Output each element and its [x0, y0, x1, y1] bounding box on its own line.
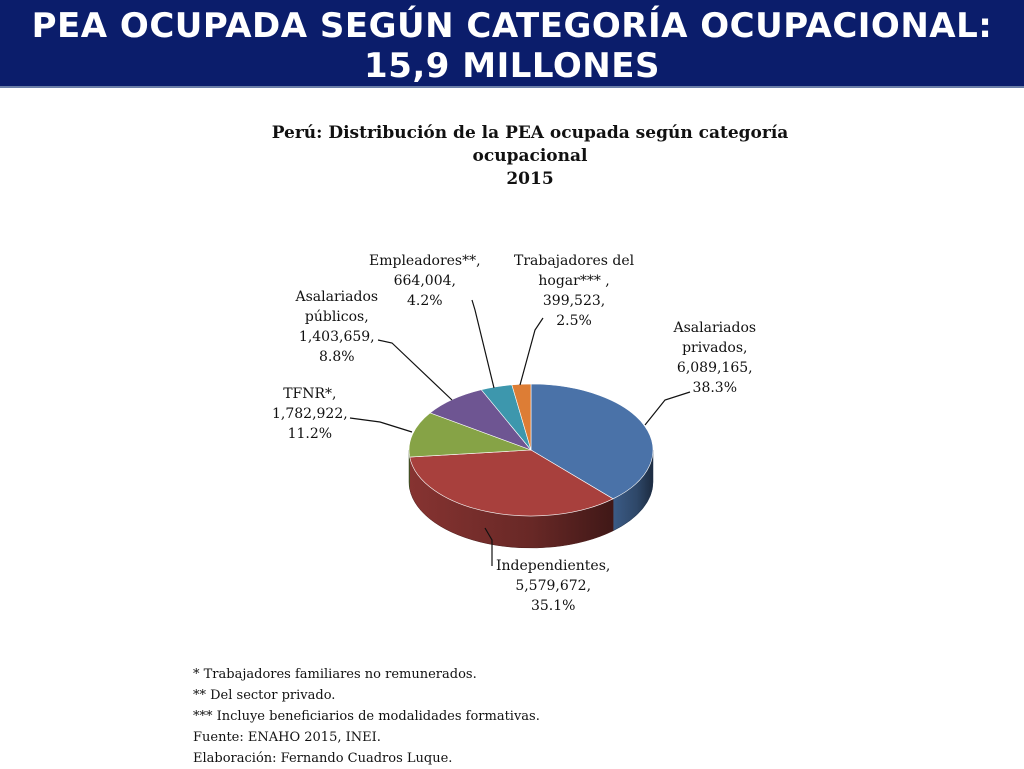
slice-label-hogar-line-3: 399,523,: [542, 293, 606, 309]
slice-label-tfnr: [272, 384, 348, 444]
slice-label-tfnr-line-3: 11.2%: [287, 426, 333, 442]
slice-label-publicos: [296, 287, 379, 367]
slice-label-hogar-line-1: Trabajadores del: [514, 253, 635, 269]
slice-label-privados-line-3: 6,089,165,: [676, 360, 753, 376]
footnote-empleadores: ** Del sector privado.: [193, 688, 336, 703]
footnote-hogar: *** Incluye beneficiarios de modalidades formativas.: [193, 709, 540, 724]
leader-line-publicos: [378, 340, 452, 400]
leader-line-tfnr: [350, 418, 412, 432]
slice-label-tfnr-line-2: 1,782,922,: [272, 406, 348, 422]
slice-label-empleadores-line-3: 4.2%: [407, 293, 443, 309]
slice-label-independientes-line-1: Independientes,: [496, 558, 611, 574]
slice-label-publicos-line-4: 8.8%: [318, 349, 355, 365]
slice-label-hogar: [514, 251, 634, 331]
slice-label-hogar-line-2: hogar*** ,: [538, 273, 610, 289]
page-title-line-1: PEA OCUPADA SEGÚN CATEGORÍA OCUPACIONAL:: [31, 6, 993, 46]
author-note: Elaboración: Fernando Cuadros Luque.: [193, 751, 453, 766]
page-title-line-2: 15,9 MILLONES: [364, 46, 660, 86]
slice-label-publicos-line-1: Asalariados: [295, 289, 379, 305]
slice-label-tfnr-line-1: TFNR*,: [283, 386, 337, 402]
slice-label-empleadores-line-2: 664,004,: [393, 273, 456, 289]
slice-label-empleadores: [369, 251, 481, 311]
leader-line-empleadores: [472, 300, 494, 388]
slice-label-privados-line-1: Asalariados: [673, 320, 757, 336]
slice-label-privados-line-4: 38.3%: [692, 380, 738, 396]
slice-label-publicos-line-3: 1,403,659,: [298, 329, 375, 345]
slice-label-independientes: [496, 556, 610, 616]
chart-title-line-3: 2015: [506, 169, 554, 189]
slice-label-privados: [674, 318, 757, 398]
slice-label-privados-line-2: privados,: [682, 340, 748, 356]
chart-title-line-2: ocupacional: [472, 146, 588, 166]
chart-title-line-1: Perú: Distribución de la PEA ocupada según categoría: [271, 123, 789, 143]
footnote-tfnr: * Trabajadores familiares no remunerados.: [193, 667, 477, 682]
slice-label-independientes-line-3: 35.1%: [530, 598, 576, 614]
source-note: Fuente: ENAHO 2015, INEI.: [193, 730, 381, 745]
slice-label-hogar-line-4: 2.5%: [556, 313, 592, 329]
slice-label-independientes-line-2: 5,579,672,: [515, 578, 592, 594]
slice-label-publicos-line-2: públicos,: [304, 309, 369, 325]
footnotes: [193, 664, 540, 769]
slice-label-empleadores-line-1: Empleadores**,: [369, 253, 481, 269]
